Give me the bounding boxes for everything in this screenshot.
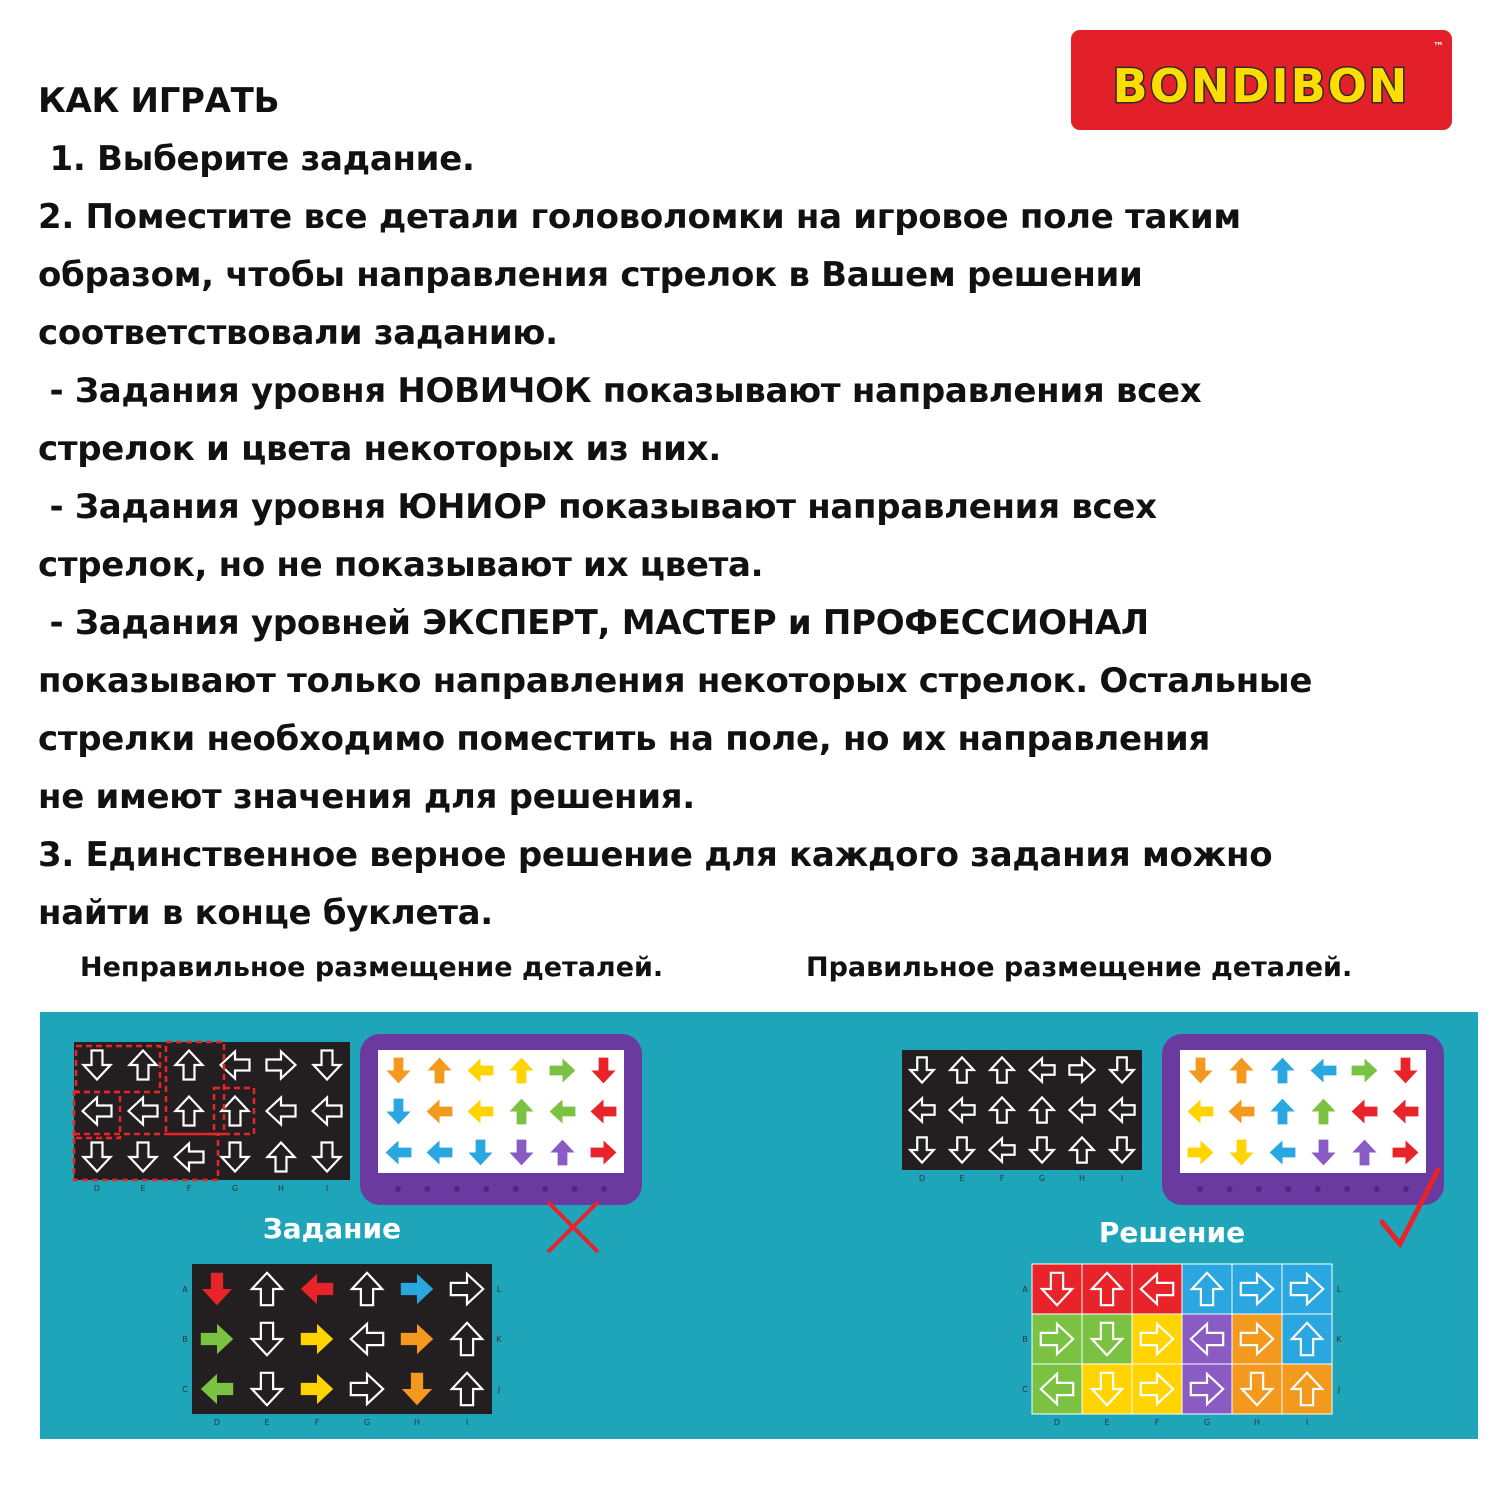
row-label: B (182, 1335, 188, 1344)
instructions-heading: КАК ИГРАТЬ (38, 81, 280, 121)
wrong-tray (360, 1034, 642, 1205)
board-background (902, 1050, 1142, 1170)
column-label: H (413, 1418, 421, 1427)
column-label: G (363, 1418, 371, 1427)
column-label: F (999, 1174, 1005, 1183)
instruction-line: стрелок и цвета некоторых из них. (38, 429, 721, 469)
column-label: I (1305, 1418, 1309, 1427)
tray-peg (454, 1186, 460, 1192)
instruction-line: стрелки необходимо поместить на поле, но их направления (38, 719, 1210, 759)
tray-peg (572, 1186, 578, 1192)
column-label: I (465, 1418, 469, 1427)
column-label: D (93, 1184, 101, 1193)
column-label: I (325, 1184, 329, 1193)
tray-peg (395, 1186, 401, 1192)
instruction-line: не имеют значения для решения. (38, 777, 695, 817)
right-tray (1162, 1034, 1444, 1205)
column-label: H (1253, 1418, 1261, 1427)
column-label: D (1053, 1418, 1061, 1427)
solution-board (1022, 1264, 1342, 1427)
tray-peg (424, 1186, 430, 1192)
column-label: D (213, 1418, 221, 1427)
column-label: I (1120, 1174, 1124, 1183)
row-label: L (496, 1285, 502, 1294)
instruction-line: образом, чтобы направления стрелок в Вашем решении (38, 255, 1143, 295)
row-label: J (497, 1385, 501, 1394)
column-label: F (1154, 1418, 1160, 1427)
tray-peg (1256, 1186, 1262, 1192)
right-mini-board (902, 1050, 1142, 1183)
instruction-line: - Задания уровня ЮНИОР показывают направления всех (38, 487, 1157, 527)
tray-field (1180, 1050, 1426, 1173)
instructions-text (38, 72, 1488, 942)
tray-peg (1403, 1186, 1409, 1192)
illustration-panel (40, 1012, 1478, 1439)
row-label: C (1022, 1385, 1028, 1394)
column-label: E (264, 1418, 270, 1427)
row-label: B (1022, 1335, 1028, 1344)
column-label: G (1203, 1418, 1211, 1427)
instruction-line: - Задания уровней ЭКСПЕРТ, МАСТЕР и ПРОФЕССИОНАЛ (38, 603, 1149, 643)
tray-peg (601, 1186, 607, 1192)
trademark-sign: ™ (1433, 40, 1444, 53)
row-label: C (182, 1385, 188, 1394)
tray-peg (1285, 1186, 1291, 1192)
logo-text: BONDIBON (1112, 59, 1410, 113)
tray-peg (513, 1186, 519, 1192)
tray-peg (1226, 1186, 1232, 1192)
instruction-line: найти в конце буклета. (38, 893, 493, 933)
tray-peg (1197, 1186, 1203, 1192)
task-board (182, 1264, 502, 1427)
instruction-line: 1. Выберите задание. (38, 139, 475, 179)
column-label: F (314, 1418, 320, 1427)
wrong-mini-board (74, 1042, 350, 1193)
row-label: K (496, 1335, 502, 1344)
column-label: G (231, 1184, 239, 1193)
row-label: A (1022, 1285, 1028, 1294)
instruction-line: стрелок, но не показывают их цвета. (38, 545, 764, 585)
tray-peg (1344, 1186, 1350, 1192)
row-label: K (1336, 1335, 1342, 1344)
tray-peg (1315, 1186, 1321, 1192)
board-background (74, 1042, 350, 1180)
column-label: E (959, 1174, 965, 1183)
column-label: H (277, 1184, 285, 1193)
row-label: L (1336, 1285, 1342, 1294)
board-background (192, 1264, 492, 1414)
column-label: E (140, 1184, 146, 1193)
tray-peg (483, 1186, 489, 1192)
column-label: E (1104, 1418, 1110, 1427)
row-label: J (1337, 1385, 1341, 1394)
caption-correct-placement: Правильное размещение деталей. (806, 952, 1353, 983)
tray-peg (1374, 1186, 1380, 1192)
instruction-line: - Задания уровня НОВИЧОК показывают направления всех (38, 371, 1202, 411)
row-label: A (182, 1285, 188, 1294)
instruction-line: показывают только направления некоторых стрелок. Остальные (38, 661, 1313, 701)
instruction-line: 2. Поместите все детали головоломки на игровое поле таким (38, 197, 1241, 237)
column-label: D (918, 1174, 926, 1183)
tray-peg (542, 1186, 548, 1192)
wrong-cross-icon (548, 1202, 598, 1252)
illustration (40, 1012, 1478, 1439)
tray-field (378, 1050, 624, 1173)
instruction-line: 3. Единственное верное решение для каждого задания можно (38, 835, 1273, 875)
solution-label: Решение (1098, 1216, 1246, 1249)
column-label: G (1038, 1174, 1046, 1183)
column-label: H (1078, 1174, 1086, 1183)
column-label: F (186, 1184, 192, 1193)
instruction-line: соответствовали заданию. (38, 313, 558, 353)
caption-wrong-placement: Неправильное размещение деталей. (80, 952, 664, 983)
task-label: Задание (262, 1212, 402, 1245)
